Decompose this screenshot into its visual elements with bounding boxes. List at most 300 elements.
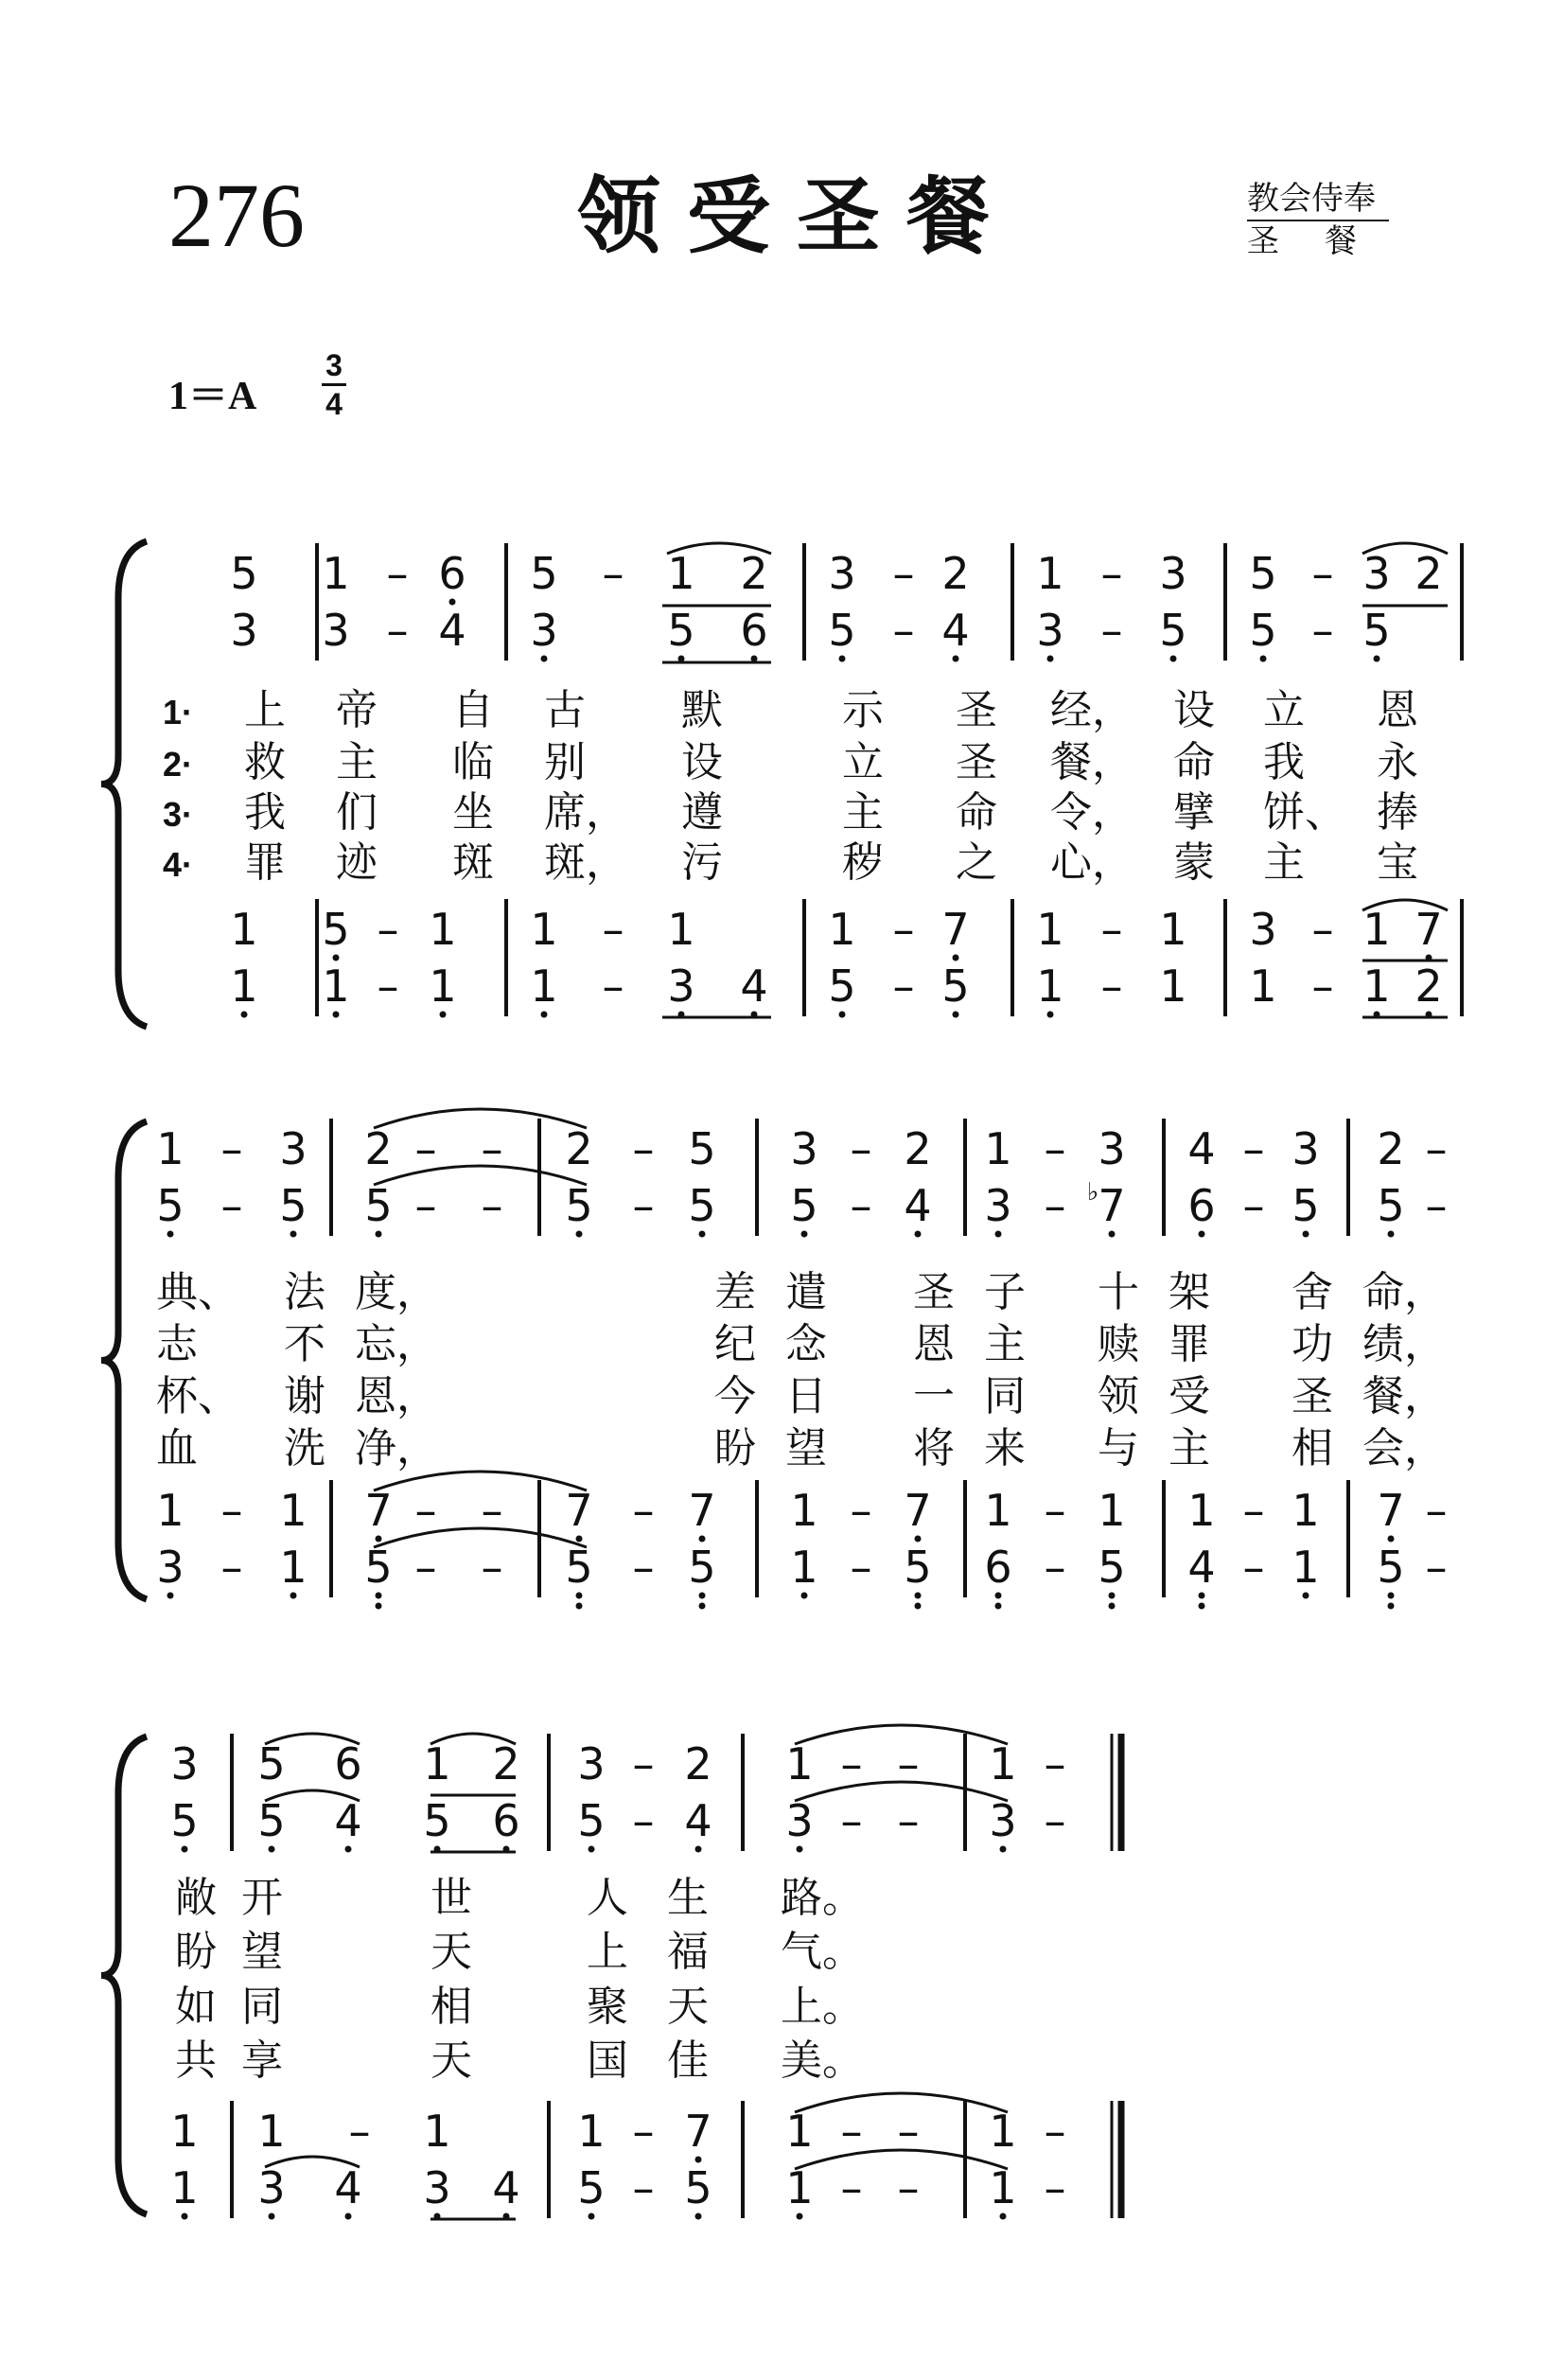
octave-dot-below <box>695 2213 702 2220</box>
sustain-dash: – <box>840 2106 863 2157</box>
sustain-dash: – <box>386 605 409 656</box>
sustain-dash: – <box>897 2106 920 2157</box>
note-digit: 3 <box>322 605 350 656</box>
lyric-syllable: 受 <box>1169 1372 1210 1420</box>
note-digit: 5 <box>941 961 970 1012</box>
lyric-syllable: 福 <box>667 1928 709 1976</box>
lyric-syllable: 席， <box>544 788 627 837</box>
lyric-syllable: 望 <box>785 1424 827 1472</box>
lyric-syllable: 餐， <box>1362 1372 1446 1420</box>
sustain-dash: – <box>377 904 399 955</box>
note-digit: 1 <box>828 904 856 955</box>
note-digit: 1 <box>322 961 350 1012</box>
note-digit: 1 <box>156 1123 185 1174</box>
note-digit: 1 <box>1292 1485 1320 1536</box>
verse-number: 1· <box>163 693 194 732</box>
lyric-syllable: 十 <box>1098 1268 1139 1316</box>
note-digit: 5 <box>530 548 558 599</box>
note-digit: 4 <box>492 2162 520 2213</box>
lyric-syllable: 立 <box>1263 686 1305 734</box>
lyric-syllable: 圣 <box>956 738 997 786</box>
octave-dot-below <box>699 1603 706 1610</box>
note-digit: 6 <box>492 1795 520 1846</box>
note-digit: 3 <box>785 1795 814 1846</box>
note-digit: 5 <box>565 1180 593 1231</box>
octave-dot-below <box>801 1593 808 1599</box>
octave-dot-below <box>345 2213 352 2220</box>
lyric-syllable: 救 <box>244 738 286 786</box>
lyric-syllable: 饼、 <box>1263 788 1346 837</box>
sustain-dash: – <box>1311 904 1334 955</box>
octave-dot-below <box>1199 1231 1205 1238</box>
octave-dot-below <box>1388 1603 1395 1610</box>
sustain-dash: – <box>897 2162 920 2213</box>
octave-dot-below <box>290 1231 297 1238</box>
lyric-syllable: 美。 <box>781 2036 864 2085</box>
octave-dot-below <box>376 1231 382 1238</box>
sustain-dash: – <box>632 1795 655 1846</box>
lyric-syllable: 临 <box>452 738 494 786</box>
lyric-syllable: 同 <box>241 1983 283 2031</box>
octave-dot-below <box>953 656 959 662</box>
lyric-syllable: 命， <box>1362 1268 1446 1316</box>
sustain-dash: – <box>1044 2106 1066 2157</box>
lyric-syllable: 领 <box>1098 1372 1139 1420</box>
lyric-syllable: 罪 <box>1169 1320 1210 1368</box>
note-digit: 1 <box>230 904 258 955</box>
note-digit: 4 <box>334 2162 362 2213</box>
sustain-dash: – <box>602 548 624 599</box>
note-digit: 2 <box>364 1123 393 1174</box>
octave-dot-below <box>797 1846 803 1853</box>
note-digit: 1 <box>989 2162 1017 2213</box>
octave-dot-below <box>333 1012 340 1018</box>
sustain-dash: – <box>1044 1180 1066 1231</box>
sustain-dash: – <box>632 1542 655 1593</box>
lyric-syllable: 秽 <box>842 838 884 887</box>
lyric-syllable: 遵 <box>681 788 723 837</box>
note-digit: 3 <box>1362 548 1391 599</box>
sustain-dash: – <box>850 1485 872 1536</box>
lyric-syllable: 血 <box>156 1424 198 1472</box>
note-digit: 3 <box>828 548 856 599</box>
octave-dot-below <box>1047 656 1054 662</box>
octave-dot-below <box>1303 1231 1309 1238</box>
lyric-syllable: 主 <box>842 788 884 837</box>
lyric-syllable: 别 <box>544 738 586 786</box>
sustain-dash: – <box>632 1180 655 1231</box>
note-digit: 5 <box>257 1795 286 1846</box>
note-digit: 3 <box>279 1123 308 1174</box>
lyric-syllable: 如 <box>175 1983 217 2031</box>
note-digit: 1 <box>257 2106 286 2157</box>
note-digit: 1 <box>170 2162 199 2213</box>
octave-dot-below <box>290 1593 297 1599</box>
sustain-dash: – <box>1044 2162 1066 2213</box>
lyric-syllable: 们 <box>336 788 378 837</box>
lyric-syllable: 坐 <box>452 788 494 837</box>
note-digit: 1 <box>1036 548 1064 599</box>
lyric-syllable: 会， <box>1362 1424 1446 1472</box>
lyric-syllable: 经， <box>1050 686 1133 734</box>
hymn-number: 276 <box>168 165 305 266</box>
octave-dot-below <box>699 1231 706 1238</box>
note-digit: 1 <box>1036 904 1064 955</box>
sustain-dash: – <box>414 1542 437 1593</box>
note-digit: 1 <box>667 904 695 955</box>
sustain-dash: – <box>1100 904 1123 955</box>
note-digit: 3 <box>257 2162 286 2213</box>
sustain-dash: – <box>632 1123 655 1174</box>
lyric-syllable: 赎 <box>1098 1320 1139 1368</box>
lyric-syllable: 心， <box>1050 838 1133 887</box>
note-digit: 3 <box>790 1123 818 1174</box>
note-digit: 1 <box>530 961 558 1012</box>
note-digit: 5 <box>364 1180 393 1231</box>
octave-dot-below <box>541 1012 548 1018</box>
lyric-syllable: 功 <box>1292 1320 1333 1368</box>
sustain-dash: – <box>481 1542 503 1593</box>
octave-dot-below <box>1388 1593 1395 1599</box>
sustain-dash: – <box>840 2162 863 2213</box>
verse-number: 2· <box>163 745 194 784</box>
octave-dot-below <box>576 1231 583 1238</box>
lyric-syllable: 天 <box>431 2036 472 2085</box>
note-digit: 7 <box>684 2106 712 2157</box>
note-digit: 4 <box>334 1795 362 1846</box>
octave-dot-below <box>576 1593 583 1599</box>
octave-dot-below <box>678 656 685 662</box>
note-digit: 5 <box>828 605 856 656</box>
note-digit: 6 <box>1187 1180 1216 1231</box>
lyric-syllable: 我 <box>1263 738 1305 786</box>
note-digit: 5 <box>1249 548 1277 599</box>
lyric-syllable: 天 <box>431 1928 472 1976</box>
sustain-dash: – <box>632 1485 655 1536</box>
lyric-syllable: 今 <box>714 1372 756 1420</box>
sustain-dash: – <box>850 1180 872 1231</box>
lyric-syllable: 度， <box>355 1268 438 1316</box>
octave-dot-below <box>1000 2213 1007 2220</box>
lyric-syllable: 立 <box>842 738 884 786</box>
lyric-syllable: 帝 <box>336 686 378 734</box>
note-digit: 1 <box>785 2106 814 2157</box>
lyric-syllable: 令， <box>1050 788 1133 837</box>
sustain-dash: – <box>414 1180 437 1231</box>
lyric-syllable: 圣 <box>956 686 997 734</box>
flat-sign: ♭ <box>1087 1178 1099 1207</box>
lyric-syllable: 之 <box>956 838 997 887</box>
sustain-dash: – <box>1242 1123 1265 1174</box>
note-digit: 1 <box>279 1542 308 1593</box>
note-digit: 1 <box>429 961 457 1012</box>
note-digit: 3 <box>1249 904 1277 955</box>
sustain-dash: – <box>377 961 399 1012</box>
note-digit: 3 <box>423 2162 451 2213</box>
note-digit: 2 <box>941 548 970 599</box>
note-digit: 3 <box>1292 1123 1320 1174</box>
lyric-syllable: 恩 <box>1377 686 1418 734</box>
note-digit: 5 <box>1377 1542 1405 1593</box>
sustain-dash: – <box>897 1738 920 1789</box>
sustain-dash: – <box>220 1485 243 1536</box>
octave-dot-below <box>953 1012 959 1018</box>
lyric-syllable: 斑， <box>544 838 627 887</box>
note-digit: 5 <box>688 1123 716 1174</box>
lyric-syllable: 绩， <box>1362 1320 1446 1368</box>
note-digit: 1 <box>667 548 695 599</box>
sustain-dash: – <box>840 1795 863 1846</box>
lyric-syllable: 架 <box>1169 1268 1210 1316</box>
lyric-syllable: 法 <box>284 1268 325 1316</box>
lyric-syllable: 忘， <box>355 1320 438 1368</box>
octave-dot-below <box>269 2213 275 2220</box>
note-digit: 1 <box>984 1485 1012 1536</box>
system-brace <box>101 541 147 1027</box>
sustain-dash: – <box>1044 1485 1066 1536</box>
note-digit: 5 <box>156 1180 185 1231</box>
lyric-syllable: 志 <box>156 1320 198 1368</box>
lyric-syllable: 敞 <box>175 1874 217 1922</box>
note-digit: 1 <box>423 1738 451 1789</box>
lyric-syllable: 国 <box>587 2036 628 2085</box>
note-digit: 1 <box>989 2106 1017 2157</box>
lyric-syllable: 人 <box>587 1874 628 1922</box>
lyric-syllable: 我 <box>244 788 286 837</box>
note-digit: 5 <box>684 2162 712 2213</box>
note-digit: 7 <box>565 1485 593 1536</box>
note-digit: 5 <box>257 1738 286 1789</box>
note-digit: 5 <box>364 1542 393 1593</box>
verse-number: 3· <box>163 795 194 834</box>
note-digit: 5 <box>1159 605 1187 656</box>
tie-arc <box>374 1166 587 1185</box>
lyric-syllable: 主 <box>1263 838 1305 887</box>
sustain-dash: – <box>1311 548 1334 599</box>
octave-dot-below <box>589 1846 595 1853</box>
note-digit: 5 <box>279 1180 308 1231</box>
sustain-dash: – <box>602 904 624 955</box>
note-digit: 5 <box>423 1795 451 1846</box>
note-digit: 5 <box>828 961 856 1012</box>
lyric-syllable: 设 <box>1173 686 1215 734</box>
hymn-category: 教会侍奉 <box>1247 180 1376 218</box>
sustain-dash: – <box>892 548 915 599</box>
sustain-dash: – <box>1425 1542 1448 1593</box>
note-digit: 5 <box>1292 1180 1320 1231</box>
lyric-syllable: 将 <box>913 1424 955 1472</box>
lyric-syllable: 路。 <box>781 1874 864 1922</box>
sustain-dash: – <box>220 1542 243 1593</box>
note-digit: 3 <box>1098 1123 1126 1174</box>
sustain-dash: – <box>220 1123 243 1174</box>
lyric-syllable: 上 <box>244 686 286 734</box>
sustain-dash: – <box>1425 1180 1448 1231</box>
sustain-dash: – <box>1100 605 1123 656</box>
note-digit: 5 <box>1098 1542 1126 1593</box>
note-digit: 5 <box>1249 605 1277 656</box>
octave-dot-below <box>376 1603 382 1610</box>
lyric-syllable: 聚 <box>587 1983 628 2031</box>
octave-dot-below <box>167 1593 174 1599</box>
sustain-dash: – <box>1425 1485 1448 1536</box>
lyric-syllable: 与 <box>1098 1424 1139 1472</box>
lyric-syllable: 差 <box>714 1268 756 1316</box>
note-digit: 1 <box>1362 904 1391 955</box>
sustain-dash: – <box>850 1123 872 1174</box>
sustain-dash: – <box>1311 961 1334 1012</box>
lyric-syllable: 舍 <box>1292 1268 1333 1316</box>
note-digit: 1 <box>1159 904 1187 955</box>
note-digit: 3 <box>1159 548 1187 599</box>
note-digit: 3 <box>530 605 558 656</box>
note-digit: 1 <box>984 1123 1012 1174</box>
lyric-syllable: 恩 <box>913 1320 955 1368</box>
note-digit: 5 <box>1377 1180 1405 1231</box>
lyric-syllable: 斑 <box>452 838 494 887</box>
sustain-dash: – <box>220 1180 243 1231</box>
lyric-syllable: 念 <box>785 1320 827 1368</box>
note-digit: 4 <box>684 1795 712 1846</box>
note-digit: 1 <box>1036 961 1064 1012</box>
lyric-syllable: 恩， <box>355 1372 438 1420</box>
note-digit: 2 <box>740 548 768 599</box>
octave-dot-below <box>345 1846 352 1853</box>
octave-dot-below <box>751 656 758 662</box>
lyric-syllable: 圣 <box>1292 1372 1333 1420</box>
note-digit: 5 <box>688 1180 716 1231</box>
lyric-syllable: 上。 <box>781 1983 864 2031</box>
sustain-dash: – <box>632 2162 655 2213</box>
note-digit: 1 <box>230 961 258 1012</box>
lyric-syllable: 相 <box>431 1983 472 2031</box>
octave-dot-below <box>797 2213 803 2220</box>
octave-dot-below <box>440 1012 447 1018</box>
lyric-syllable: 盼 <box>175 1928 217 1976</box>
note-digit: 3 <box>984 1180 1012 1231</box>
lyric-syllable: 望 <box>241 1928 283 1976</box>
lyric-syllable: 谢 <box>284 1372 325 1420</box>
sustain-dash: – <box>892 961 915 1012</box>
note-digit: 7 <box>364 1485 393 1536</box>
tie-arc <box>374 1528 587 1547</box>
tie-arc <box>374 1472 587 1490</box>
octave-dot-below <box>915 1593 922 1599</box>
lyric-syllable: 纪 <box>714 1320 756 1368</box>
lyric-syllable: 主 <box>984 1320 1026 1368</box>
note-digit: 4 <box>740 961 768 1012</box>
hymn-title: 领受圣餐 <box>577 167 1017 265</box>
lyric-syllable: 污 <box>681 838 723 887</box>
note-digit: 1 <box>577 2106 606 2157</box>
note-digit: 1 <box>279 1485 308 1536</box>
lyric-syllable: 示 <box>842 686 884 734</box>
note-digit: 5 <box>790 1180 818 1231</box>
octave-dot-below <box>541 656 548 662</box>
lyric-syllable: 同 <box>984 1372 1026 1420</box>
note-digit: 4 <box>941 605 970 656</box>
lyric-syllable: 一 <box>913 1372 955 1420</box>
note-digit: 1 <box>156 1485 185 1536</box>
octave-dot-below <box>1109 1603 1116 1610</box>
note-digit: 3 <box>989 1795 1017 1846</box>
lyric-syllable: 不 <box>284 1320 325 1368</box>
sustain-dash: – <box>1242 1485 1265 1536</box>
sustain-dash: – <box>892 605 915 656</box>
sustain-dash: – <box>386 548 409 599</box>
lyric-syllable: 捧 <box>1377 788 1418 837</box>
note-digit: 5 <box>565 1542 593 1593</box>
note-digit: 1 <box>322 548 350 599</box>
octave-dot-below <box>1047 1012 1054 1018</box>
lyric-syllable: 迹 <box>336 838 378 887</box>
sustain-dash: – <box>840 1738 863 1789</box>
octave-dot-below <box>915 1231 922 1238</box>
sustain-dash: – <box>892 904 915 955</box>
time-signature-bottom: 4 <box>325 387 343 421</box>
note-digit: 3 <box>170 1738 199 1789</box>
note-digit: 2 <box>492 1738 520 1789</box>
sustain-dash: – <box>1044 1738 1066 1789</box>
note-digit: 1 <box>989 1738 1017 1789</box>
note-digit: 2 <box>684 1738 712 1789</box>
sustain-dash: – <box>1311 605 1334 656</box>
sustain-dash: – <box>897 1795 920 1846</box>
hymn-subcategory: 圣餐 <box>1247 222 1402 260</box>
octave-dot-below <box>995 1603 1002 1610</box>
note-digit: 1 <box>423 2106 451 2157</box>
note-digit: 1 <box>785 1738 814 1789</box>
note-digit: 3 <box>1036 605 1064 656</box>
lyric-syllable: 享 <box>241 2036 283 2085</box>
note-digit: 1 <box>1187 1485 1216 1536</box>
note-digit: 5 <box>577 2162 606 2213</box>
note-digit: 2 <box>1377 1123 1405 1174</box>
lyric-syllable: 盼 <box>714 1424 756 1472</box>
sustain-dash: – <box>1044 1542 1066 1593</box>
note-digit: 1 <box>429 904 457 955</box>
lyric-syllable: 杯、 <box>156 1372 239 1420</box>
octave-dot-below <box>839 1012 846 1018</box>
octave-dot-below <box>915 1603 922 1610</box>
octave-dot-below <box>995 1593 1002 1599</box>
note-digit: 4 <box>1187 1542 1216 1593</box>
note-digit: 7 <box>941 904 970 955</box>
lyric-syllable: 共 <box>175 2036 217 2085</box>
lyric-syllable: 洗 <box>284 1424 325 1472</box>
lyric-syllable: 净， <box>355 1424 438 1472</box>
lyric-syllable: 佳 <box>667 2036 709 2085</box>
note-digit: 1 <box>1098 1485 1126 1536</box>
sustain-dash: – <box>1100 961 1123 1012</box>
octave-dot-below <box>1109 1231 1116 1238</box>
note-digit: 4 <box>1187 1123 1216 1174</box>
sustain-dash: – <box>1044 1123 1066 1174</box>
note-digit: 5 <box>170 1795 199 1846</box>
note-digit: 3 <box>667 961 695 1012</box>
lyric-syllable: 古 <box>544 686 586 734</box>
note-digit: 5 <box>230 548 258 599</box>
lyric-syllable: 相 <box>1292 1424 1333 1472</box>
note-digit: 5 <box>322 904 350 955</box>
note-digit: 5 <box>688 1542 716 1593</box>
note-digit: 2 <box>1415 961 1443 1012</box>
sustain-dash: – <box>414 1123 437 1174</box>
lyric-syllable: 餐， <box>1050 738 1133 786</box>
verse-number: 4· <box>163 845 194 884</box>
octave-dot-below <box>1303 1593 1309 1599</box>
note-digit: 3 <box>230 605 258 656</box>
